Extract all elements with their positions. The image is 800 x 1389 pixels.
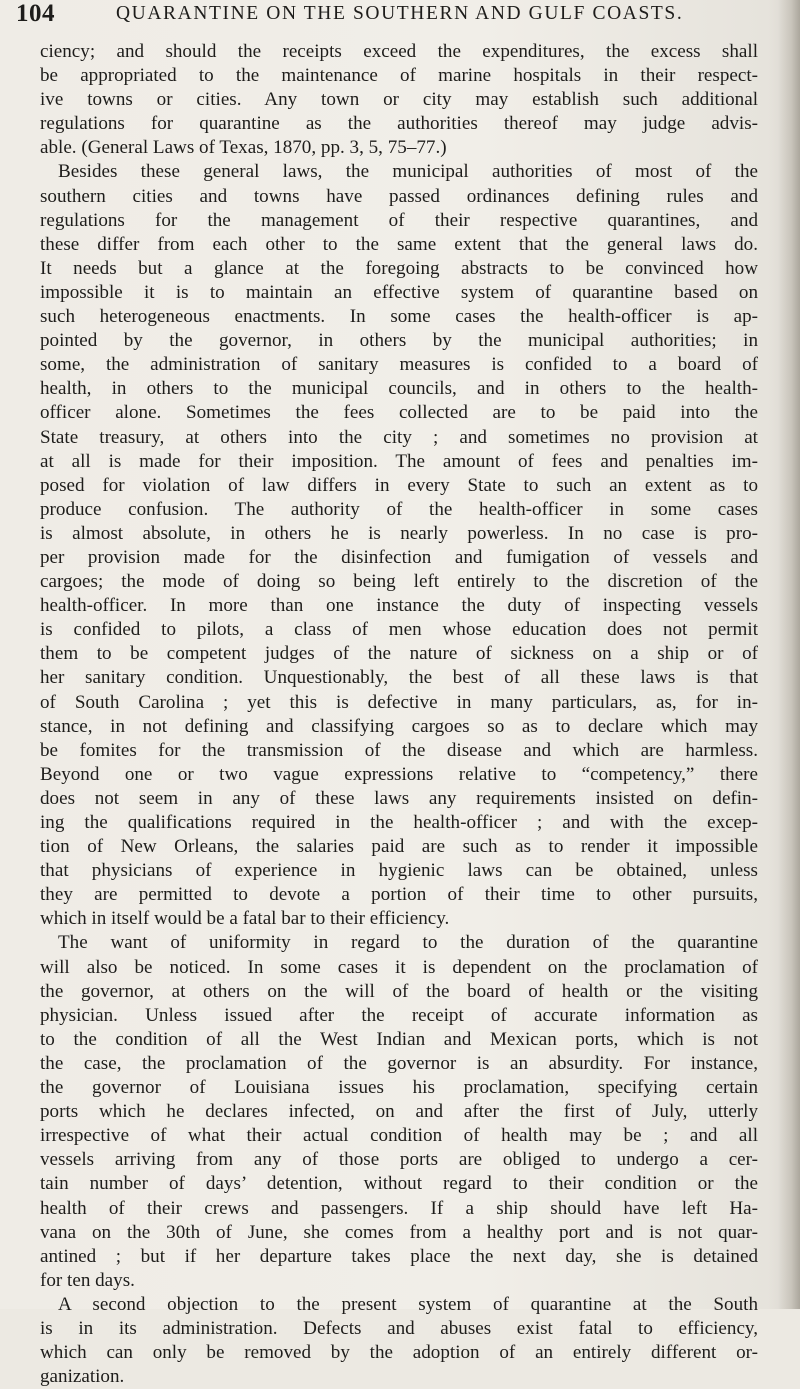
text-line: ganization. xyxy=(40,1366,125,1388)
text-line: cargoes; the mode of doing so being left entirely to the discretion of the xyxy=(40,571,758,593)
text-line: health of their crews and passengers. If a ship should have left Ha- xyxy=(40,1197,758,1219)
text-line: vana on the 30th of June, she comes from a healthy port and is not quar- xyxy=(40,1221,758,1243)
text-line: be appropriated to the maintenance of marine hospitals in their respect- xyxy=(40,65,758,87)
text-line: such heterogeneous enactments. In some cases the health-officer is ap- xyxy=(40,306,758,328)
text-line: these differ from each other to the same extent that the general laws do. xyxy=(40,233,758,255)
text-line: will also be noticed. In some cases it is dependent on the proclamation of xyxy=(40,956,758,978)
text-line: ive towns or cities. Any town or city may establish such additional xyxy=(40,89,758,111)
text-line: physician. Unless issued after the receipt of accurate information as xyxy=(40,1004,758,1026)
text-line: for ten days. xyxy=(40,1269,135,1291)
text-line: the governor of Louisiana issues his proclamation, specifying certain xyxy=(40,1077,758,1099)
paragraph xyxy=(40,40,758,160)
text-line: regulations for the management of their respective quarantines, and xyxy=(40,209,758,231)
paragraph xyxy=(40,1293,758,1389)
text-line: State treasury, at others into the city ; and sometimes no provision at xyxy=(40,426,758,448)
text-line: Besides these general laws, the municipal authorities of most of the xyxy=(58,161,758,183)
text-line: irrespective of what their actual condition of health may be ; and all xyxy=(40,1125,758,1147)
text-line: ing the qualifications required in the health-officer ; and with the excep- xyxy=(40,812,758,833)
text-line: able. (General Laws of Texas, 1870, pp. 3, 5, 75–77.) xyxy=(40,137,447,159)
text-line: they are permitted to devote a portion of their time to other pursuits, xyxy=(40,884,758,906)
text-line: is confided to pilots, a class of men whose education does not permit xyxy=(40,619,758,641)
text-line: per provision made for the disinfection and fumigation of vessels and xyxy=(40,546,758,568)
text-line: some, the administration of sanitary measures is confided to a board of xyxy=(40,354,758,376)
text-line: is almost absolute, in others he is nearly powerless. In no case is pro- xyxy=(40,522,758,544)
text-line: is in its administration. Defects and abuses exist fatal to efficiency, xyxy=(40,1317,758,1339)
text-line: at all is made for their imposition. The amount of fees and penalties im- xyxy=(40,450,758,472)
text-line: which in itself would be a fatal bar to their efficiency. xyxy=(40,908,450,930)
page-header xyxy=(16,0,756,30)
text-line: that physicians of experience in hygienic laws can be obtained, unless xyxy=(40,860,758,882)
text-line: the case, the proclamation of the governor is an absurdity. For instance, xyxy=(40,1052,758,1074)
paragraph xyxy=(40,160,758,931)
text-line: The want of uniformity in regard to the duration of the quarantine xyxy=(58,932,758,954)
text-line: tion of New Orleans, the salaries paid are such as to render it impossible xyxy=(40,836,758,858)
text-line: It needs but a glance at the foregoing abstracts to be convinced how xyxy=(40,257,758,279)
text-line: A second objection to the present system of quarantine at the South xyxy=(58,1293,758,1315)
page-edge-shadow xyxy=(778,0,800,1309)
text-line: her sanitary condition. Unquestionably, the best of all these laws is that xyxy=(40,667,758,689)
text-line: health-officer. In more than one instance the duty of inspecting vessels xyxy=(40,595,758,617)
paragraph xyxy=(40,931,758,1292)
text-line: produce confusion. The authority of the health-officer in some cases xyxy=(40,498,758,520)
text-line: health, in others to the municipal councils, and in others to the health- xyxy=(40,378,758,400)
text-line: the governor, at others on the will of the board of health or the visiting xyxy=(40,980,758,1002)
text-line: antined ; but if her departure takes place the next day, she is detained xyxy=(40,1245,758,1267)
text-line: regulations for quarantine as the authorities thereof may judge advis- xyxy=(40,113,758,135)
page-number: 104 xyxy=(16,0,55,27)
text-line: southern cities and towns have passed ordinances defining rules and xyxy=(40,185,758,207)
text-line: tain number of days’ detention, without regard to their condition or the xyxy=(40,1173,758,1195)
text-line: pointed by the governor, in others by the municipal authorities; in xyxy=(40,330,758,352)
running-title: QUARANTINE ON THE SOUTHERN AND GULF COASTS. xyxy=(116,3,684,24)
text-line: be fomites for the transmission of the disease and which are harmless. xyxy=(40,739,758,761)
text-line: does not seem in any of these laws any requirements insisted on defin- xyxy=(40,787,758,809)
text-line: them to be competent judges of the nature of sickness on a ship or of xyxy=(40,643,758,665)
text-line: to the condition of all the West Indian and Mexican ports, which is not xyxy=(40,1028,758,1050)
text-line: Beyond one or two vague expressions relative to “competency,” there xyxy=(40,763,758,785)
text-line: posed for violation of law differs in every State to such an extent as to xyxy=(40,474,758,496)
text-line: which can only be removed by the adoption of an entirely different or- xyxy=(40,1342,758,1364)
body-text xyxy=(40,40,758,1389)
text-line: ports which he declares infected, on and after the first of July, utterly xyxy=(40,1101,758,1123)
text-line: impossible it is to maintain an effective system of quarantine based on xyxy=(40,281,758,303)
text-line: officer alone. Sometimes the fees collected are to be paid into the xyxy=(40,402,758,424)
text-line: stance, in not defining and classifying cargoes so as to declare which may xyxy=(40,715,758,737)
text-line: of South Carolina ; yet this is defective in many particulars, as, for in- xyxy=(40,691,758,713)
text-line: ciency; and should the receipts exceed the expenditures, the excess shall xyxy=(40,41,758,62)
text-line: vessels arriving from any of those ports are obliged to undergo a cer- xyxy=(40,1149,758,1171)
